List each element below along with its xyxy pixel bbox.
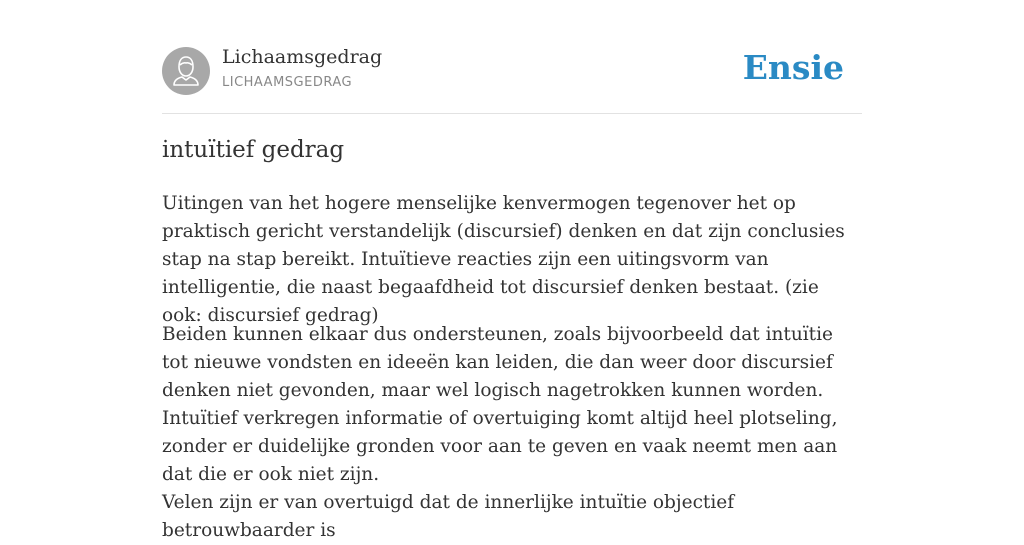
header bbox=[162, 0, 862, 114]
author-avatar[interactable] bbox=[162, 47, 210, 95]
author-name[interactable]: Lichaamsgedrag bbox=[222, 46, 383, 68]
author-category[interactable]: LICHAAMSGEDRAG bbox=[222, 75, 353, 90]
article-title: intuïtief gedrag bbox=[162, 137, 345, 163]
article-paragraph: Uitingen van het hogere menselijke kenvermogen tegenover het op praktisch gericht verstandelijk (discursief) denken en dat zijn conclusies stap na stap bereikt. Intuïtieve reacties zijn een uitingsvorm van intelligentie, die naast begaafdheid tot discursief denken bestaat. (zie ook: discursief gedrag) bbox=[162, 193, 845, 326]
article-paragraph: Velen zijn er van overtuigd dat de innerlijke intuïtie objectief betrouwbaarder is bbox=[162, 492, 735, 541]
article-paragraph: Beiden kunnen elkaar dus ondersteunen, zoals bijvoorbeeld dat intuïtie tot nieuwe vondsten en ideeën kan leiden, die dan weer door discursief denken niet gevonden, maar wel logisch nagetrokken kunnen worden. Intuïtief verkregen informatie of overtuiging komt altijd heel plotseling, zonder er duidelijke gronden voor aan te geven en vaak neemt men aan dat die er ook niet zijn. bbox=[162, 324, 838, 485]
user-silhouette-icon bbox=[162, 47, 210, 95]
page-container bbox=[162, 0, 862, 541]
ensie-logo[interactable]: Ensie bbox=[742, 48, 844, 87]
